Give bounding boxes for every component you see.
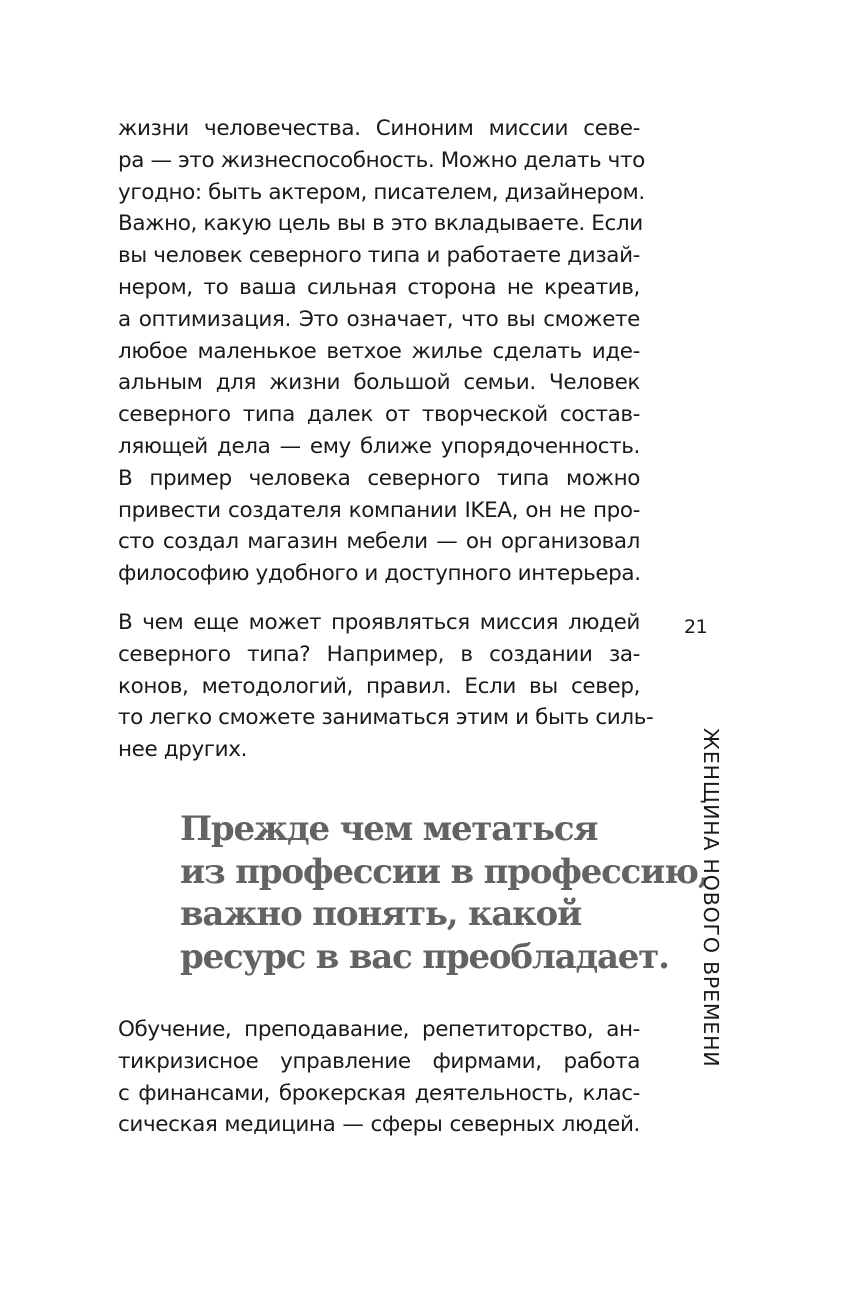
text-line: альным для жизни большой семьи. Человек: [118, 370, 640, 396]
quote-line: важно понять, какой: [180, 894, 582, 934]
text-line: нером, то ваша сильная сторона не креатив,: [118, 274, 640, 300]
text-line: жизни человечества. Синоним миссии севе-: [118, 116, 640, 141]
text-line: с финансами, брокерская деятельность, клас-: [118, 1080, 640, 1106]
text-line: конов, методологий, правил. Если вы север,: [118, 673, 640, 699]
text-line: северного типа? Например, в создании за-: [118, 641, 640, 667]
text-line: а оптимизация. Это означает, что вы сможете: [118, 306, 640, 332]
text-line: сто создал магазин мебели — он организовал: [118, 529, 640, 555]
text-line: сическая медицина — сферы северных людей.: [118, 1112, 640, 1138]
text-line: любое маленькое ветхое жилье сделать иде-: [118, 338, 640, 364]
text-line: Важно, какую цель вы в это вкладываете. Если: [118, 211, 643, 237]
text-line: то легко сможете заниматься этим и быть силь-: [118, 705, 654, 731]
body-paragraph-1: [118, 113, 645, 590]
text-line: В чем еще может проявляться миссия людей: [118, 610, 640, 635]
text-line: ра — это жизнеспособность. Можно делать что: [118, 147, 645, 173]
text-line: Обучение, преподавание, репетиторство, ан-: [118, 1017, 640, 1042]
running-title: ЖЕНЩИНА НОВОГО ВРЕМЕНИ: [699, 728, 723, 1068]
quote-line: ресурс в вас преобладает.: [180, 936, 669, 977]
quote-line: Прежде чем метаться: [180, 809, 598, 849]
text-line: ляющей дела — ему ближе упорядоченность.: [118, 433, 640, 459]
page-number: 21: [684, 616, 708, 638]
pull-quote: [180, 808, 709, 978]
text-line: В пример человека северного типа можно: [118, 465, 640, 491]
text-line: нее других.: [118, 737, 248, 763]
text-line: вы человек северного типа и работаете дизай-: [118, 243, 640, 269]
quote-line: из профессии в профессию,: [180, 851, 709, 892]
text-line: философию удобного и доступного интерьера.: [118, 561, 641, 587]
text-line: северного типа далек от творческой состав-: [118, 402, 640, 428]
body-paragraph-3: [118, 1014, 640, 1141]
text-line: угодно: быть актером, писателем, дизайнером.: [118, 179, 645, 205]
text-line: тикризисное управление фирмами, работа: [118, 1048, 640, 1074]
body-paragraph-2: [118, 607, 654, 766]
text-line: привести создателя компании IKEA, он не про-: [118, 497, 640, 523]
